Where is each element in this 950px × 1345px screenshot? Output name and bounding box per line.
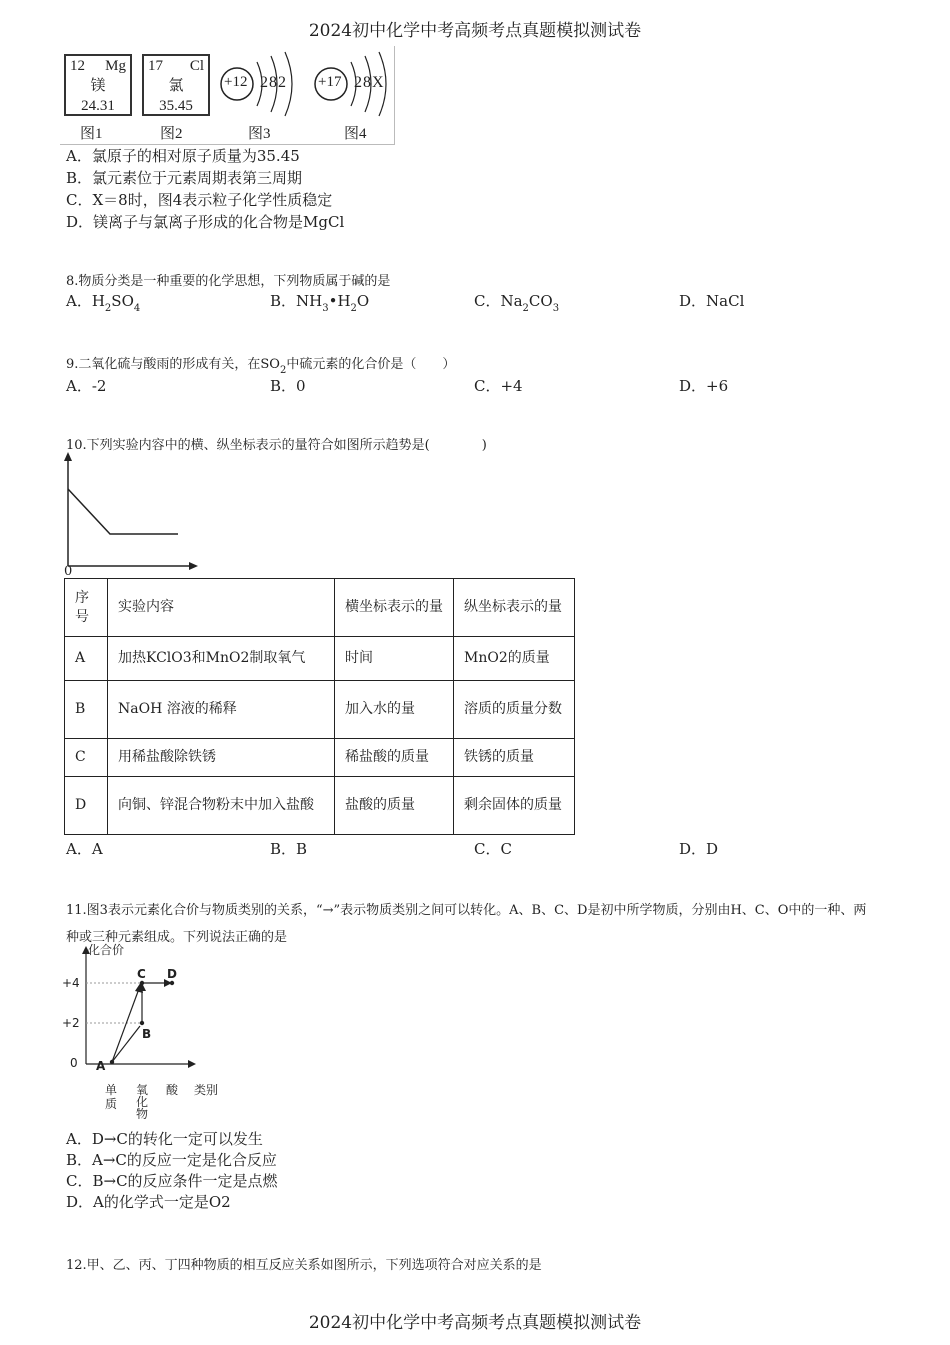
point-c — [140, 981, 144, 985]
q10-option-a[interactable]: A．A — [66, 840, 103, 858]
row-a-id: A — [65, 637, 108, 681]
x-tick-acid: 酸 — [166, 1083, 179, 1097]
q7-option-c[interactable]: C．X＝8时，图4表示粒子化学性质稳定 — [66, 191, 333, 209]
x-tick-elemental-2: 质 — [105, 1097, 118, 1111]
q9-option-a[interactable]: A．-2 — [66, 377, 107, 395]
label-c: C — [137, 967, 146, 981]
q11-option-c[interactable]: C．B→C的反应条件一定是点燃 — [66, 1172, 278, 1190]
mg-mass: 24.31 — [81, 98, 115, 114]
point-b — [140, 1021, 144, 1025]
mg-shell-electrons: 2 8 2 — [260, 74, 286, 91]
arrow-a-to-b — [112, 1026, 140, 1062]
label-d: D — [167, 967, 177, 981]
x-axis-label: 类别 — [194, 1083, 219, 1097]
cl-nucleus-charge: +17 — [318, 74, 342, 90]
row-a-y: MnO2的质量 — [454, 637, 575, 681]
y-axis-label: 化合价 — [88, 943, 125, 957]
q9-option-c[interactable]: C．+4 — [474, 377, 523, 395]
row-c-content: 用稀盐酸除铁锈 — [108, 739, 335, 777]
q10-option-c[interactable]: C．C — [474, 840, 512, 858]
row-b-x: 加入水的量 — [335, 681, 454, 739]
q8-option-a[interactable]: A．$H_2SO_4$ — [66, 292, 141, 314]
q11-option-a[interactable]: A．D→C的转化一定可以发生 — [66, 1130, 263, 1148]
label-a: A — [96, 1059, 106, 1073]
figure-4-label: 图4 — [344, 126, 367, 142]
q9-stem: 9.二氧化硫与酸雨的形成有关，在$SO_2$中硫元素的化合价是（ ） — [66, 357, 456, 376]
q11-stem-line1: 11.图3表示元素化合价与物质类别的关系，“→”表示物质类别之间可以转化。A、B、C、D是初中所学物质，分别由H、C、O中的一种、两 — [66, 903, 867, 918]
q7-option-d[interactable]: D．镁离子与氯离子形成的化合物是MgCl — [66, 213, 345, 231]
x-axis-arrow — [189, 562, 198, 570]
cl-element-box — [142, 54, 210, 116]
svg-text:物: 物 — [136, 1107, 149, 1121]
row-d-id: D — [65, 777, 108, 835]
row-a-content: 加热KClO3和MnO2制取氧气 — [108, 637, 335, 681]
point-d — [170, 981, 174, 985]
svg-text:化: 化 — [136, 1095, 149, 1109]
x-tick-elemental: 单 — [105, 1083, 118, 1097]
q12-stem: 12.甲、乙、丙、丁四种物质的相互反应关系如图所示，下列选项符合对应关系的是 — [66, 1258, 542, 1273]
q8-option-b[interactable]: B．$NH_3•H_2O$ — [270, 292, 370, 314]
q8-option-c[interactable]: C．$Na_2CO_3$ — [474, 292, 560, 314]
row-c-id: C — [65, 739, 108, 777]
cl-number: 17 — [148, 58, 163, 74]
row-a-x: 时间 — [335, 637, 454, 681]
q10-option-d[interactable]: D．D — [679, 840, 719, 858]
x-tick-oxide: 氧 — [136, 1083, 149, 1097]
row-d-content: 向铜、锌混合物粉末中加入盐酸 — [108, 777, 335, 835]
row-b-id: B — [65, 681, 108, 739]
cl-name: 氯 — [168, 78, 184, 94]
mg-symbol: Mg — [105, 58, 126, 74]
figure-1-label: 图1 — [80, 126, 103, 142]
row-b-y: 溶质的质量分数 — [454, 681, 575, 739]
table-row — [65, 739, 575, 777]
y-tick-plus2: +2 — [62, 1016, 80, 1030]
table-row — [65, 777, 575, 835]
q7-option-b[interactable]: B．氯元素位于元素周期表第三周期 — [66, 169, 303, 187]
cl-symbol: Cl — [189, 58, 204, 74]
q11-option-b[interactable]: B．A→C的反应一定是化合反应 — [66, 1151, 277, 1169]
trend-line — [68, 489, 178, 534]
table-row — [65, 681, 575, 739]
figure-2-label: 图2 — [160, 126, 183, 142]
q8-stem: 8.物质分类是一种重要的化学思想，下列物质属于碱的是 — [66, 274, 391, 289]
q10-option-b[interactable]: B．B — [270, 840, 308, 858]
row-b-content: NaOH 溶液的稀释 — [108, 681, 335, 739]
q11-stem-line2: 种或三种元素组成。下列说法正确的是 — [66, 930, 288, 945]
header-cell-id: 序号 — [65, 579, 108, 637]
label-b: B — [142, 1027, 152, 1041]
q11-valence-chart — [62, 940, 242, 1126]
row-c-x: 稀盐酸的质量 — [335, 739, 454, 777]
q10-table — [64, 578, 575, 835]
row-c-y: 铁锈的质量 — [454, 739, 575, 777]
page-header: 2024初中化学中考高频考点真题模拟测试卷 — [308, 21, 642, 41]
figure-3-label: 图3 — [248, 126, 271, 142]
x-axis-arrow — [188, 1060, 196, 1068]
mg-number: 12 — [70, 58, 85, 74]
page-footer: 2024初中化学中考高频考点真题模拟测试卷 — [308, 1313, 642, 1333]
y-tick-plus4: +4 — [62, 976, 80, 990]
point-a — [110, 1060, 114, 1064]
table-row — [65, 637, 575, 681]
graph-origin-label: 0 — [64, 564, 73, 579]
header-cell-y: 纵坐标表示的量 — [454, 579, 575, 637]
q7-option-a[interactable]: A．氯原子的相对原子质量为35.45 — [66, 147, 300, 165]
table-header-row — [65, 579, 575, 637]
mg-nucleus-charge: +12 — [224, 74, 248, 90]
q7-figure — [60, 46, 395, 145]
q10-stem: 10.下列实验内容中的横、纵坐标表示的量符合如图所示趋势是( ) — [66, 438, 487, 453]
cl-mass: 35.45 — [159, 98, 193, 114]
cl-shell-electrons: 2 8 X — [354, 74, 384, 91]
arrow-a-to-c — [112, 986, 140, 1062]
mg-name: 镁 — [90, 78, 106, 94]
q10-trend-graph — [58, 452, 208, 578]
header-cell-x: 横坐标表示的量 — [335, 579, 454, 637]
row-d-x: 盐酸的质量 — [335, 777, 454, 835]
q8-option-d[interactable]: D．NaCl — [679, 292, 745, 310]
row-d-y: 剩余固体的质量 — [454, 777, 575, 835]
y-axis-arrow — [64, 452, 72, 461]
header-cell-content: 实验内容 — [108, 579, 335, 637]
mg-element-box — [64, 54, 132, 116]
y-tick-zero: 0 — [70, 1056, 78, 1070]
q11-option-d[interactable]: D．A的化学式一定是O2 — [66, 1193, 231, 1211]
q9-option-d[interactable]: D．+6 — [679, 377, 729, 395]
q9-option-b[interactable]: B．0 — [270, 377, 306, 395]
